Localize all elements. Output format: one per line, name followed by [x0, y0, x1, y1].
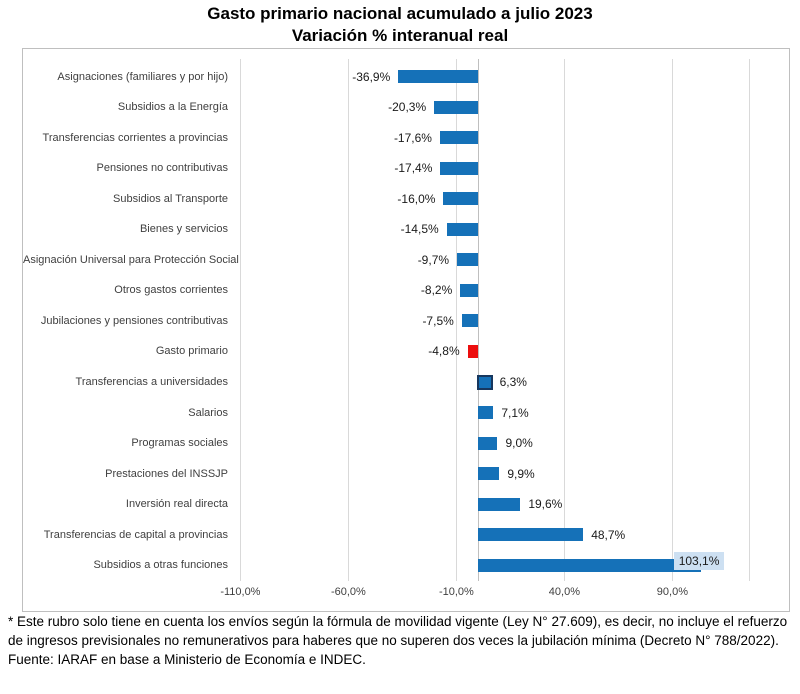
value-label: -4,8% [428, 344, 460, 359]
category-label: Gasto primario [155, 345, 228, 358]
chart-title: Gasto primario nacional acumulado a julio 2023 [207, 4, 593, 23]
footnote-source: Fuente: IARAF en base a Ministerio de Economía e INDEC. [8, 652, 366, 668]
category-label: Subsidios al Transporte [113, 192, 228, 205]
x-axis-tick-label: -60,0% [330, 586, 366, 598]
category-label: Otros gastos corrientes [114, 284, 228, 297]
value-label: -17,6% [393, 130, 432, 145]
value-label: -17,4% [394, 161, 433, 176]
footnote-note: * Este rubro solo tiene en cuenta los envíos según la fórmula de movilidad vigente (Ley N° 27.609), es decir, no incluye el refuerzo de ingresos previsionales no remunerativos para haberes que no superen dos veces la jubilación mínima (Decreto N° 788/2022). [8, 614, 788, 649]
bar [398, 70, 478, 83]
bar [478, 559, 701, 572]
category-label: Subsidios a otras funciones [93, 559, 228, 572]
value-label: 19,6% [528, 497, 563, 512]
category-label: Transferencias corrientes a provincias [42, 131, 228, 144]
value-label: 48,7% [591, 527, 626, 542]
category-label: Bienes y servicios [139, 223, 228, 236]
gridline [564, 59, 565, 581]
value-label-highlighted: 103,1% [674, 552, 725, 570]
value-label: 9,0% [505, 436, 533, 451]
category-label: Programas sociales [131, 437, 228, 450]
bar [440, 162, 478, 175]
bar [440, 131, 478, 144]
x-axis-tick-label: 90,0% [656, 586, 688, 598]
value-label: 9,9% [507, 466, 535, 481]
value-label: -16,0% [397, 191, 436, 206]
value-label: 7,1% [501, 405, 529, 420]
category-label: Jubilaciones y pensiones contributivas [40, 314, 228, 327]
category-label: Prestaciones del INSSJP [105, 467, 228, 480]
value-label: -8,2% [420, 283, 453, 298]
bar [443, 192, 478, 205]
bar [478, 498, 520, 511]
x-axis-tick-label: 40,0% [548, 586, 580, 598]
category-label: Salarios [188, 406, 228, 419]
footnote [8, 612, 794, 669]
category-label: Pensiones no contributivas [96, 162, 228, 175]
bar [478, 376, 492, 389]
chart-area [22, 48, 790, 612]
value-label: -9,7% [417, 252, 450, 267]
x-axis-tick-label: -10,0% [438, 586, 474, 598]
category-label: Transferencias de capital a provincias [43, 528, 228, 541]
value-label: 6,3% [499, 375, 527, 389]
chart-subtitle: Variación % interanual real [291, 26, 509, 45]
bar [434, 101, 478, 114]
value-label: -14,5% [400, 222, 439, 237]
bar [478, 467, 499, 480]
bar [460, 284, 478, 297]
category-label: Transferencias a universidades [75, 376, 228, 388]
bar [478, 406, 493, 419]
value-label: -36,9% [352, 69, 391, 84]
bar [462, 314, 478, 327]
value-label: -7,5% [422, 313, 454, 328]
category-label: Subsidios a la Energía [117, 101, 228, 114]
gridline [672, 59, 673, 581]
plot-right-border [749, 59, 750, 581]
bar [457, 253, 478, 266]
bar [478, 437, 497, 450]
gridline [240, 59, 241, 581]
category-label: Asignación Universal para Protección Social [23, 253, 239, 266]
category-label: Asignaciones (familiares y por hijo) [57, 70, 228, 83]
x-axis-tick-label: -110,0% [220, 586, 261, 598]
category-label: Inversión real directa [125, 498, 228, 511]
value-label: -20,3% [388, 100, 427, 115]
bar [468, 345, 478, 358]
bar [447, 223, 478, 236]
bar [478, 528, 583, 541]
